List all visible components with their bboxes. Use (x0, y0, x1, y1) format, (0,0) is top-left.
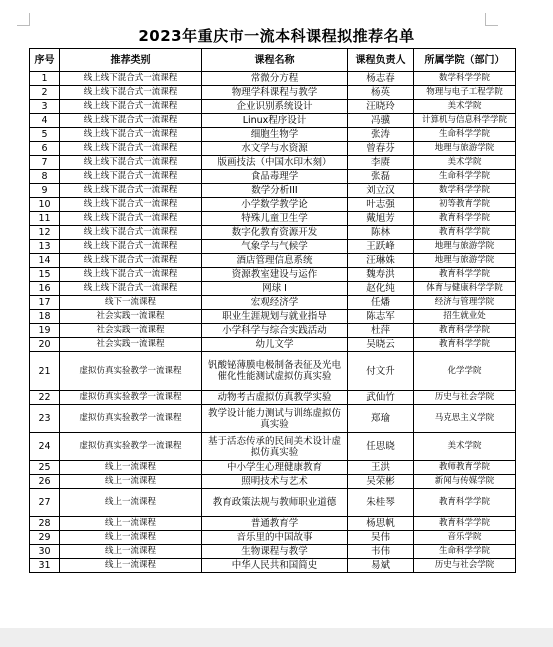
cell-category: 虚拟仿真实验教学一流课程 (60, 391, 202, 405)
course-table (29, 48, 516, 573)
cell-no: 29 (30, 531, 60, 545)
cell-no: 12 (30, 226, 60, 240)
cell-course: 数学分析III (202, 184, 348, 198)
table-row (30, 170, 516, 184)
cell-category: 社会实践一流课程 (60, 324, 202, 338)
cell-lead: 朱桂琴 (348, 489, 414, 517)
cell-lead: 杜萍 (348, 324, 414, 338)
table-row (30, 142, 516, 156)
cell-course: 常微分方程 (202, 72, 348, 86)
table-row (30, 128, 516, 142)
cell-course: 小学科学与综合实践活动 (202, 324, 348, 338)
cell-no: 21 (30, 352, 60, 391)
cell-category: 线上一流课程 (60, 559, 202, 573)
cell-course: 动物考古虚拟仿真教学实验 (202, 391, 348, 405)
cell-course: 教育政策法规与教师职业道德 (202, 489, 348, 517)
cell-category: 线上线下混合式一流课程 (60, 184, 202, 198)
cell-course: 基于活态传承的民间美术设计虚拟仿真实验 (202, 433, 348, 461)
cell-course: 小学数学教学论 (202, 198, 348, 212)
cell-dept: 教育科学学院 (414, 212, 516, 226)
cell-lead: 吴伟 (348, 531, 414, 545)
cell-lead: 魏寿洪 (348, 268, 414, 282)
cell-category: 线上线下混合式一流课程 (60, 142, 202, 156)
table-row (30, 268, 516, 282)
viewer-bottom-bar (0, 628, 553, 647)
cell-lead: 吴荣彬 (348, 475, 414, 489)
table-row (30, 352, 516, 391)
cell-no: 11 (30, 212, 60, 226)
cell-no: 23 (30, 405, 60, 433)
table-row (30, 296, 516, 310)
cell-lead: 张涛 (348, 128, 414, 142)
header-category: 推荐类别 (60, 49, 202, 72)
cell-dept: 教育科学学院 (414, 324, 516, 338)
cell-category: 线上线下混合式一流课程 (60, 254, 202, 268)
table-row (30, 240, 516, 254)
cell-lead: 刘立汉 (348, 184, 414, 198)
header-no: 序号 (30, 49, 60, 72)
cell-dept: 化学学院 (414, 352, 516, 391)
cell-category: 社会实践一流课程 (60, 310, 202, 324)
cell-category: 线上线下混合式一流课程 (60, 170, 202, 184)
table-header-row (30, 49, 516, 72)
cell-dept: 马克思主义学院 (414, 405, 516, 433)
table-row (30, 72, 516, 86)
cell-lead: 戴旭芳 (348, 212, 414, 226)
cell-lead: 王洪 (348, 461, 414, 475)
cell-no: 16 (30, 282, 60, 296)
cell-lead: 任思晓 (348, 433, 414, 461)
table-row (30, 545, 516, 559)
cell-lead: 赵化纯 (348, 282, 414, 296)
table-row (30, 100, 516, 114)
cell-dept: 计算机与信息科学学院 (414, 114, 516, 128)
cell-category: 线上线下混合式一流课程 (60, 100, 202, 114)
cell-dept: 生命科学学院 (414, 545, 516, 559)
cell-dept: 经济与管理学院 (414, 296, 516, 310)
cell-lead: 付文升 (348, 352, 414, 391)
cell-no: 8 (30, 170, 60, 184)
cell-category: 线上一流课程 (60, 489, 202, 517)
cell-no: 7 (30, 156, 60, 170)
cell-dept: 地理与旅游学院 (414, 254, 516, 268)
cell-no: 4 (30, 114, 60, 128)
cell-lead: 汪晓玲 (348, 100, 414, 114)
cell-dept: 美术学院 (414, 156, 516, 170)
cell-category: 线上线下混合式一流课程 (60, 128, 202, 142)
cell-category: 虚拟仿真实验教学一流课程 (60, 433, 202, 461)
cell-lead: 韦伟 (348, 545, 414, 559)
cell-no: 17 (30, 296, 60, 310)
cell-lead: 陈林 (348, 226, 414, 240)
table-row (30, 433, 516, 461)
cell-lead: 易斌 (348, 559, 414, 573)
cell-dept: 招生就业处 (414, 310, 516, 324)
cell-course: 特殊儿童卫生学 (202, 212, 348, 226)
cell-category: 虚拟仿真实验教学一流课程 (60, 405, 202, 433)
cell-dept: 美术学院 (414, 433, 516, 461)
cell-course: 网球 I (202, 282, 348, 296)
cell-no: 14 (30, 254, 60, 268)
table-row (30, 156, 516, 170)
cell-course: 企业识别系统设计 (202, 100, 348, 114)
cell-dept: 教育科学学院 (414, 489, 516, 517)
cell-no: 3 (30, 100, 60, 114)
cell-no: 24 (30, 433, 60, 461)
cell-lead: 李赓 (348, 156, 414, 170)
cell-no: 5 (30, 128, 60, 142)
cell-lead: 叶志强 (348, 198, 414, 212)
table-row (30, 254, 516, 268)
cell-dept: 教育科学学院 (414, 517, 516, 531)
table-row (30, 338, 516, 352)
cell-category: 线上线下混合式一流课程 (60, 156, 202, 170)
cell-no: 19 (30, 324, 60, 338)
cell-lead: 武仙竹 (348, 391, 414, 405)
cell-no: 6 (30, 142, 60, 156)
cell-category: 线下一流课程 (60, 296, 202, 310)
page-title: 2023年重庆市一流本科课程拟推荐名单 (138, 27, 415, 45)
cell-dept: 地理与旅游学院 (414, 240, 516, 254)
cell-category: 线上线下混合式一流课程 (60, 114, 202, 128)
cell-category: 线上线下混合式一流课程 (60, 86, 202, 100)
cell-no: 22 (30, 391, 60, 405)
cell-dept: 教育科学学院 (414, 226, 516, 240)
cell-course: 中小学生心理健康教育 (202, 461, 348, 475)
table-row (30, 517, 516, 531)
cell-course: 物理学科课程与教学 (202, 86, 348, 100)
table-row (30, 559, 516, 573)
table-row (30, 461, 516, 475)
cell-course: 音乐里的中国故事 (202, 531, 348, 545)
cell-lead: 张磊 (348, 170, 414, 184)
cell-no: 18 (30, 310, 60, 324)
cell-course: 细胞生物学 (202, 128, 348, 142)
cell-category: 线上一流课程 (60, 517, 202, 531)
cell-course: 酒店管理信息系统 (202, 254, 348, 268)
cell-dept: 地理与旅游学院 (414, 142, 516, 156)
cell-course: Linux程序设计 (202, 114, 348, 128)
cell-course: 水文学与水资源 (202, 142, 348, 156)
cell-category: 线上线下混合式一流课程 (60, 212, 202, 226)
table-row (30, 391, 516, 405)
cell-no: 25 (30, 461, 60, 475)
cell-course: 资源教室建设与运作 (202, 268, 348, 282)
table-body (30, 72, 516, 573)
cell-lead: 陈志军 (348, 310, 414, 324)
cell-no: 27 (30, 489, 60, 517)
table-row (30, 212, 516, 226)
cell-category: 线上线下混合式一流课程 (60, 72, 202, 86)
table-row (30, 114, 516, 128)
cell-dept: 历史与社会学院 (414, 391, 516, 405)
cell-course: 宏观经济学 (202, 296, 348, 310)
cell-dept: 教师教育学院 (414, 461, 516, 475)
table-row (30, 184, 516, 198)
cell-dept: 物理与电子工程学院 (414, 86, 516, 100)
cell-course: 教学设计能力测试与训练虚拟仿真实验 (202, 405, 348, 433)
cell-dept: 初等教育学院 (414, 198, 516, 212)
cell-category: 线上一流课程 (60, 531, 202, 545)
cell-dept: 音乐学院 (414, 531, 516, 545)
cell-category: 线上线下混合式一流课程 (60, 268, 202, 282)
cell-lead: 郑瑜 (348, 405, 414, 433)
header-lead: 课程负责人 (348, 49, 414, 72)
cell-no: 10 (30, 198, 60, 212)
header-dept: 所属学院（部门） (414, 49, 516, 72)
cell-no: 9 (30, 184, 60, 198)
table-row (30, 324, 516, 338)
cell-course: 幼儿文学 (202, 338, 348, 352)
cell-no: 28 (30, 517, 60, 531)
cell-dept: 历史与社会学院 (414, 559, 516, 573)
cell-dept: 新闻与传媒学院 (414, 475, 516, 489)
cell-no: 1 (30, 72, 60, 86)
cell-course: 版画技法（中国水印木刻） (202, 156, 348, 170)
cell-no: 13 (30, 240, 60, 254)
cell-lead: 冯骥 (348, 114, 414, 128)
cell-course: 食品毒理学 (202, 170, 348, 184)
cell-lead: 吴晓云 (348, 338, 414, 352)
cell-dept: 数学科学学院 (414, 72, 516, 86)
cell-no: 31 (30, 559, 60, 573)
cell-category: 线上线下混合式一流课程 (60, 198, 202, 212)
cell-course: 普通教育学 (202, 517, 348, 531)
cell-category: 虚拟仿真实验教学一流课程 (60, 352, 202, 391)
cell-course: 气象学与气候学 (202, 240, 348, 254)
cell-lead: 杨思帆 (348, 517, 414, 531)
cell-dept: 生命科学学院 (414, 128, 516, 142)
table-row (30, 226, 516, 240)
table-row (30, 310, 516, 324)
cell-dept: 教育科学学院 (414, 268, 516, 282)
cell-dept: 教育科学学院 (414, 338, 516, 352)
cell-course: 生物课程与教学 (202, 545, 348, 559)
cell-category: 线上一流课程 (60, 461, 202, 475)
table-row (30, 198, 516, 212)
cell-dept: 体育与健康科学学院 (414, 282, 516, 296)
table-row (30, 531, 516, 545)
cell-course: 中华人民共和国简史 (202, 559, 348, 573)
cell-dept: 美术学院 (414, 100, 516, 114)
cell-dept: 数学科学学院 (414, 184, 516, 198)
header-course: 课程名称 (202, 49, 348, 72)
cell-category: 线上一流课程 (60, 545, 202, 559)
cell-dept: 生命科学学院 (414, 170, 516, 184)
cell-no: 26 (30, 475, 60, 489)
cell-course: 钒酸铋薄膜电极制备表征及光电催化性能测试虚拟仿真实验 (202, 352, 348, 391)
cell-lead: 王跃峰 (348, 240, 414, 254)
cell-category: 线上线下混合式一流课程 (60, 226, 202, 240)
table-row (30, 282, 516, 296)
table-row (30, 405, 516, 433)
cell-lead: 杨志春 (348, 72, 414, 86)
cell-category: 线上线下混合式一流课程 (60, 240, 202, 254)
cell-no: 20 (30, 338, 60, 352)
cell-no: 15 (30, 268, 60, 282)
cell-category: 社会实践一流课程 (60, 338, 202, 352)
cell-category: 线上线下混合式一流课程 (60, 282, 202, 296)
cell-lead: 任燔 (348, 296, 414, 310)
cell-lead: 汪琳姝 (348, 254, 414, 268)
cell-course: 职业生涯规划与就业指导 (202, 310, 348, 324)
cell-course: 数字化教育资源开发 (202, 226, 348, 240)
cell-lead: 曾春芬 (348, 142, 414, 156)
cell-category: 线上一流课程 (60, 475, 202, 489)
cell-lead: 杨英 (348, 86, 414, 100)
cell-no: 30 (30, 545, 60, 559)
table-row (30, 475, 516, 489)
cell-course: 照明技术与艺术 (202, 475, 348, 489)
table-row (30, 489, 516, 517)
table-row (30, 86, 516, 100)
cell-no: 2 (30, 86, 60, 100)
